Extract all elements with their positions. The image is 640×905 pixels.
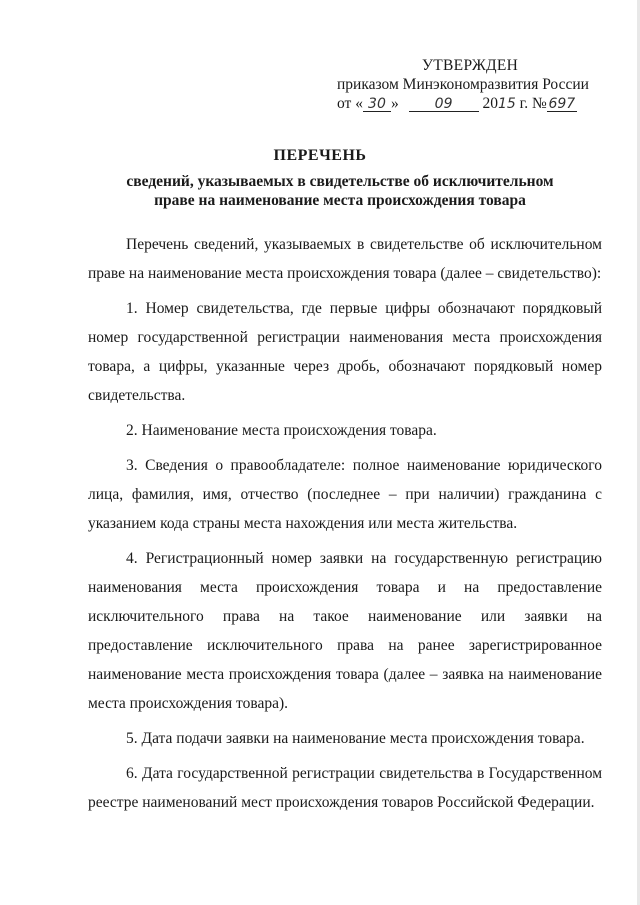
item-2-paragraph: 2. Наименование места происхождения товара. — [126, 422, 437, 439]
item-4-paragraph: 4. Регистрационный номер заявки на государственную регистрацию наименования места происхождения товара и на предоставление исключительного права на такое наименование или заявки на предоставление исключительного права на ранее зарегистрированное наименование места происхождения товара (далее – заявка на наименование места происхождения товара). — [88, 550, 602, 712]
document-title: ПЕРЕЧЕНЬ — [273, 147, 367, 164]
document-body — [88, 230, 602, 817]
approval-title: УТВЕРЖДЕН — [422, 57, 519, 74]
subtitle-line-1: сведений, указываемых в свидетельстве об исключительном — [126, 173, 554, 190]
approval-order-line: приказом Минэкономразвития России — [337, 76, 589, 93]
item-1-paragraph: 1. Номер свидетельства, где первые цифры обозначают порядковый номер государственной регистрации наименования места происхождения товара, а цифры, указанные через дробь, обозначают порядковый номер свидетельства. — [88, 300, 602, 404]
subtitle-line-2: праве на наименование места происхождения товара — [154, 192, 526, 209]
item-6-paragraph: 6. Дата государственной регистрации свидетельства в Государственном реестре наименований мест происхождения товаров Российской Федерации. — [88, 765, 602, 811]
handwritten-month: 09 — [409, 97, 479, 112]
item-3-paragraph: 3. Сведения о правообладателе: полное наименование юридического лица, фамилия, имя, отчество (последнее – при наличии) гражданина с указанием кода страны места нахождения или места жительства. — [88, 457, 602, 532]
handwritten-day: 30 — [363, 97, 391, 112]
date-day-suffix: » — [390, 95, 399, 112]
intro-paragraph: Перечень сведений, указываемых в свидетельстве об исключительном праве на наименование места происхождения товара (далее – свидетельство): — [88, 236, 602, 282]
handwritten-number: 697 — [548, 96, 576, 112]
approval-date-line — [337, 94, 607, 114]
number-prefix: г. № — [515, 95, 547, 112]
document-subtitle — [60, 172, 620, 210]
year-prefix: 20 — [482, 95, 498, 112]
handwritten-year: 15 — [497, 96, 516, 112]
item-5-paragraph: 5. Дата подачи заявки на наименование места происхождения товара. — [126, 730, 585, 747]
date-prefix: от « — [337, 95, 363, 112]
approval-stamp — [337, 56, 607, 114]
